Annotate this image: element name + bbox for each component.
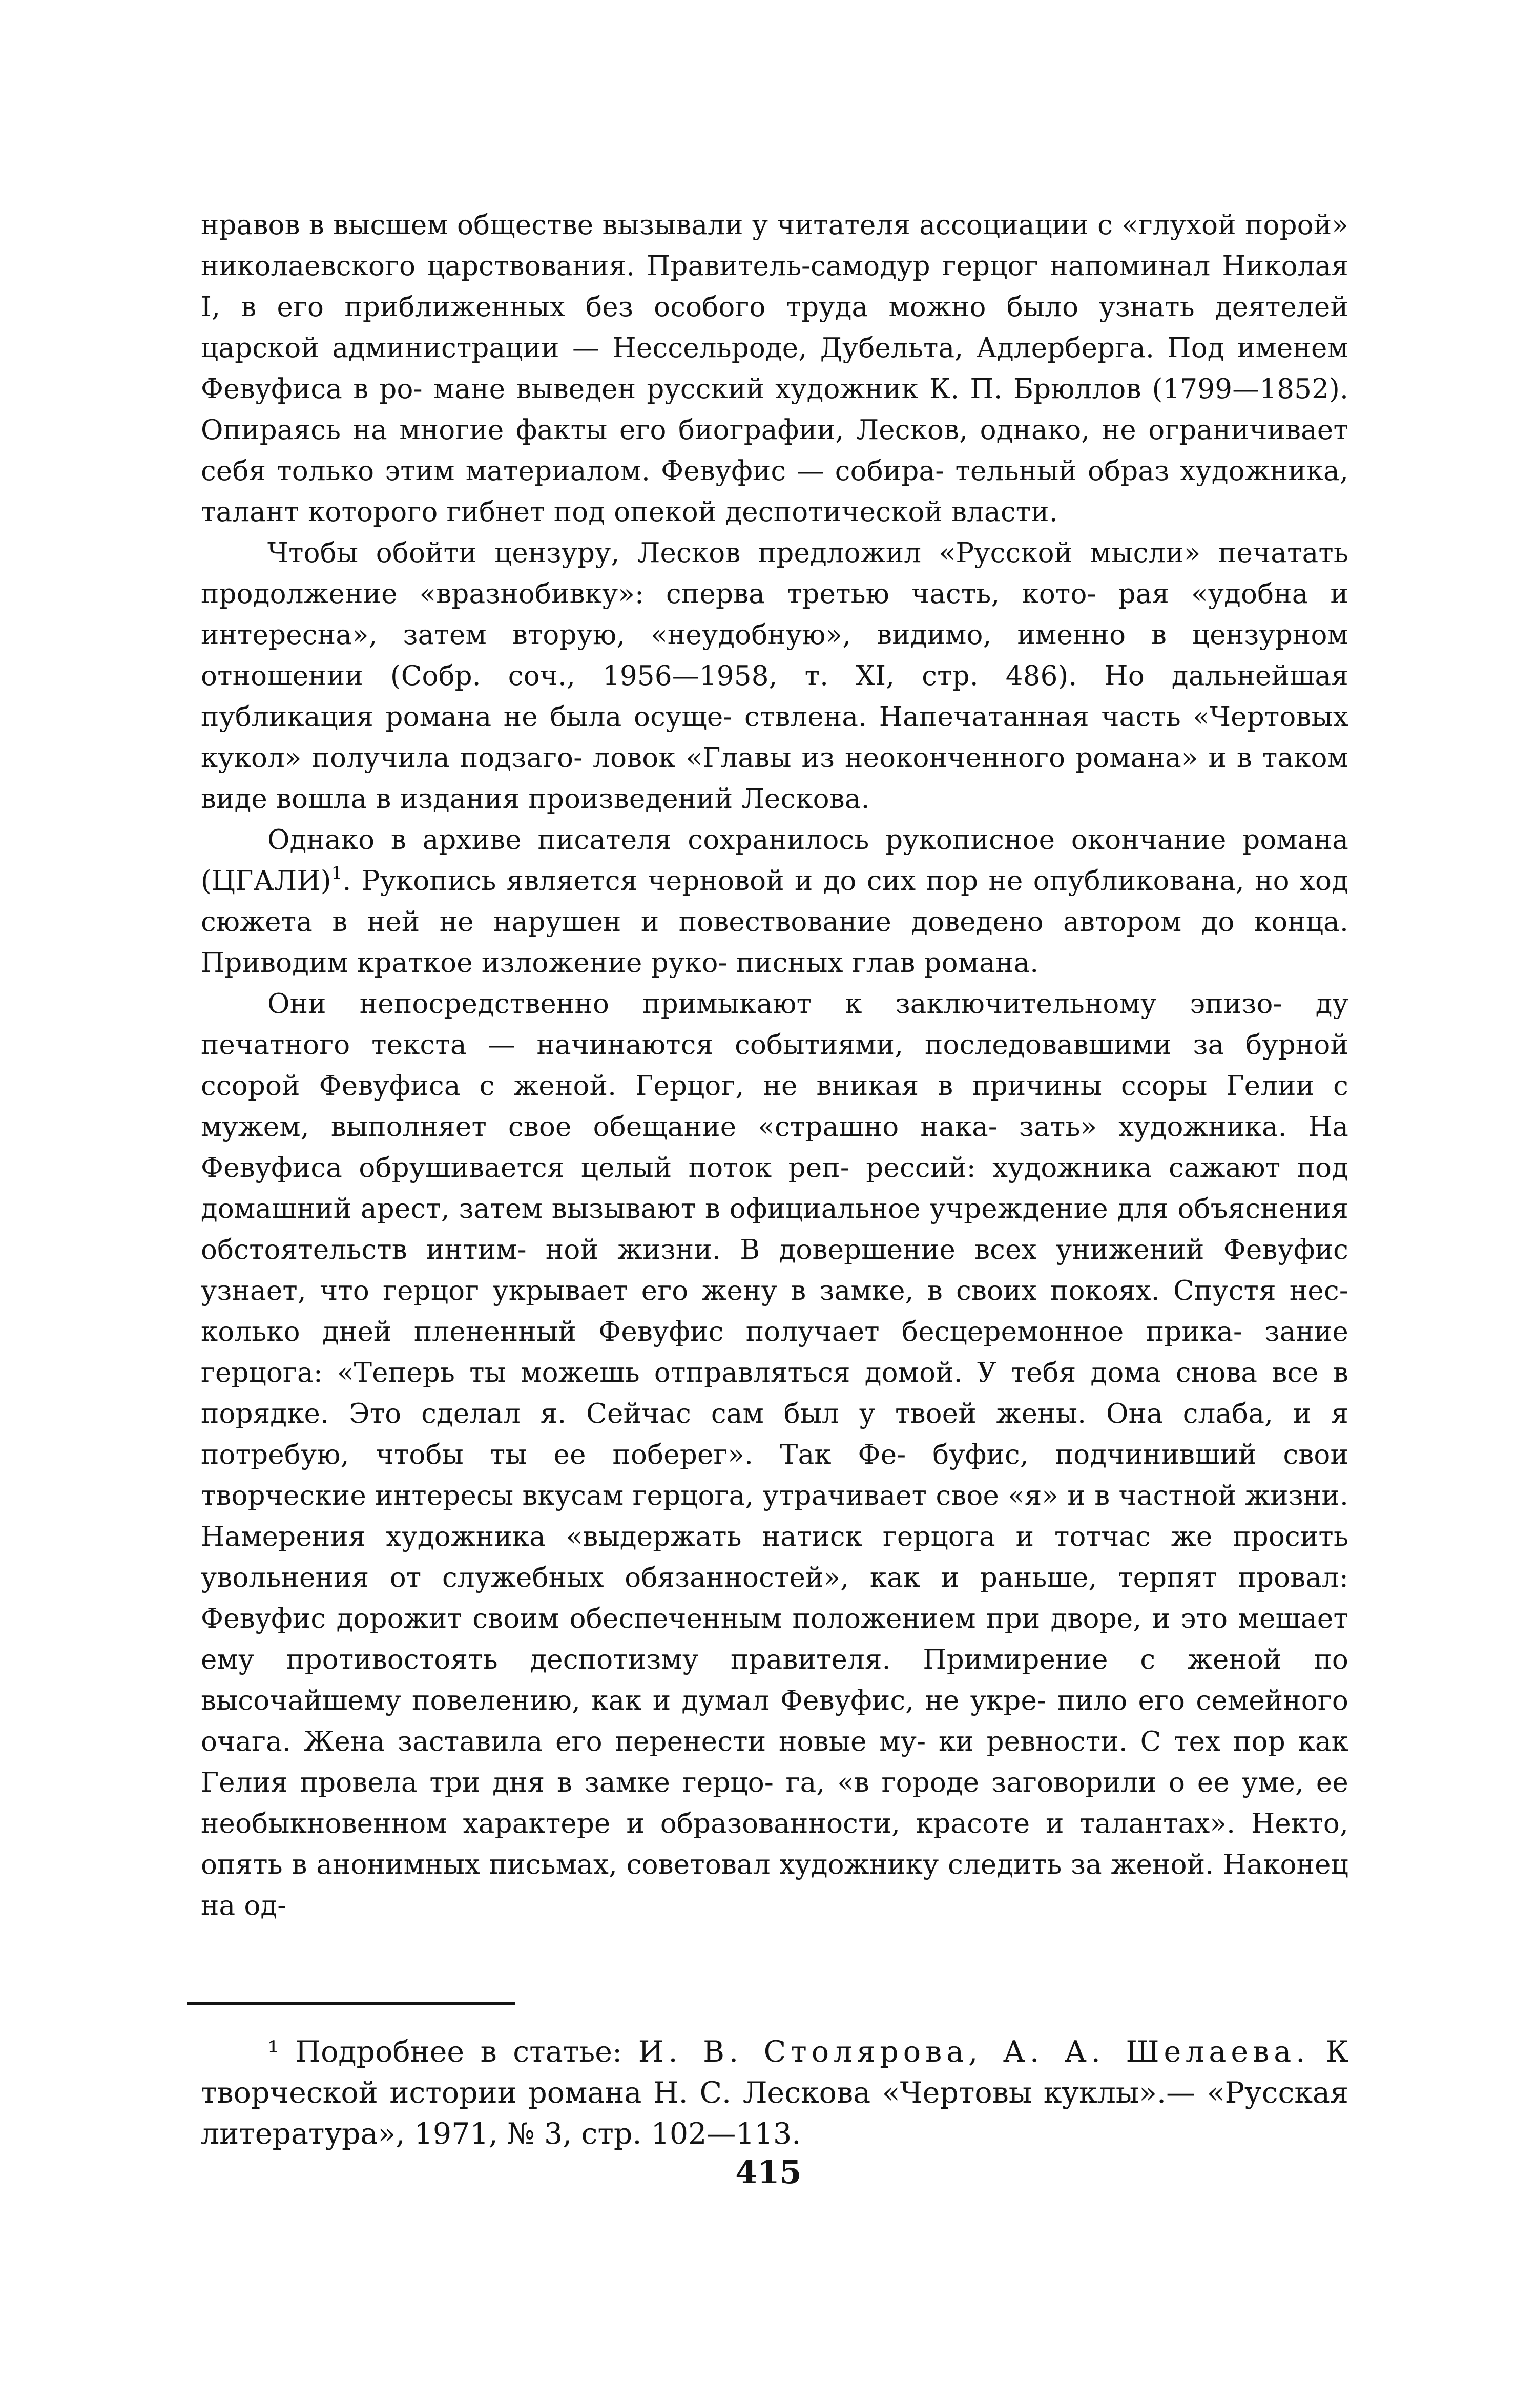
page-number: 415 <box>735 2153 802 2191</box>
footnote-rest: К творческой истории романа Н. С. Лескова «Чертовы куклы».— «Русская литература», 1971, № 3, стр. 102—113. <box>201 2035 1349 2151</box>
footnote-lead: Подробнее в статье: <box>295 2035 622 2069</box>
main-text <box>201 205 1348 1926</box>
footnote <box>201 2031 1348 2154</box>
footnote-text <box>201 2031 1348 2154</box>
footnote-marker: ¹ <box>267 2035 279 2069</box>
paragraph-1: нравов в высшем обществе вызывали у читателя ассоциации с «глухой порой» николаевского царствования. Правитель-самодур герцог напоминал Николая I, в его приближенных без особого труда можно было узнать деятелей царской администрации — Нессельроде, Дубельта, Адлерберга. Под именем Февуфиса в ро- мане выведен русский художник К. П. Брюллов (1799—1852). Опираясь на многие факты его биографии, Лесков, однако, не ограничивает себя только этим материалом. Февуфис — собира- тельный образ художника, талант которого гибнет под опекой деспотической власти. <box>201 210 1348 528</box>
paragraph-3-start: Однако в архиве писателя сохранилось рукописное окончание романа (ЦГАЛИ) <box>201 824 1348 897</box>
paragraph-2: Чтобы обойти цензуру, Лесков предложил «Русской мысли» печатать продолжение «вразнобивку»: сперва третью часть, кото- рая «удобна и интересна», затем вторую, «неудобную», видимо, именно в цензурном отношении (Собр. соч., 1956—1958, т. XI, стр. 486). Но дальнейшая публикация романа не была осуще- ствлена. Напечатанная часть «Чертовых кукол» получила подзаго- ловок «Главы из неоконченного романа» и в таком виде вошла в издания произведений Лескова. <box>201 537 1348 815</box>
paragraph-3 <box>201 820 1348 984</box>
footnote-authors: И. В. Столярова, А. А. Шелаева. <box>638 2035 1310 2069</box>
footnote-reference: 1 <box>331 863 343 883</box>
footnote-divider <box>187 2002 515 2005</box>
paragraph-3-end: . Рукопись является черновой и до сих пор не опубликована, но ход сюжета в ней не нарушен и повествование доведено автором до конца. Приводим краткое изложение руко- писных глав романа. <box>201 865 1348 979</box>
paragraph-4: Они непосредственно примыкают к заключительному эпизо- ду печатного текста — начинаются событиями, последовавшими за бурной ссорой Февуфиса с женой. Герцог, не вникая в причины ссоры Гелии с мужем, выполняет свое обещание «страшно нака- зать» художника. На Февуфиса обрушивается целый поток реп- рессий: художника сажают под домашний арест, затем вызывают в официальное учреждение для объяснения обстоятельств интим- ной жизни. В довершение всех унижений Февуфис узнает, что герцог укрывает его жену в замке, в своих покоях. Спустя нес- колько дней плененный Февуфис получает бесцеремонное прика- зание герцога: «Теперь ты можешь отправляться домой. У тебя дома снова все в порядке. Это сделал я. Сейчас сам был у твоей жены. Она слаба, и я потребую, чтобы ты ее поберег». Так Фе- буфис, подчинивший свои творческие интересы вкусам герцога, утрачивает свое «я» и в частной жизни. Намерения художника «выдержать натиск герцога и тотчас же просить увольнения от служебных обязанностей», как и раньше, терпят провал: Февуфис дорожит своим обеспеченным положением при дворе, и это мешает ему противостоять деспотизму правителя. Примирение с женой по высочайшему повелению, как и думал Февуфис, не укре- пило его семейного очага. Жена заставила его перенести новые му- ки ревности. С тех пор как Гелия провела три дня в замке герцо- га, «в городе заговорили о ее уме, ее необыкновенном характере и образованности, красоте и талантах». Некто, опять в анонимных письмах, советовал художнику следить за женой. Наконец на од- <box>201 988 1348 1921</box>
